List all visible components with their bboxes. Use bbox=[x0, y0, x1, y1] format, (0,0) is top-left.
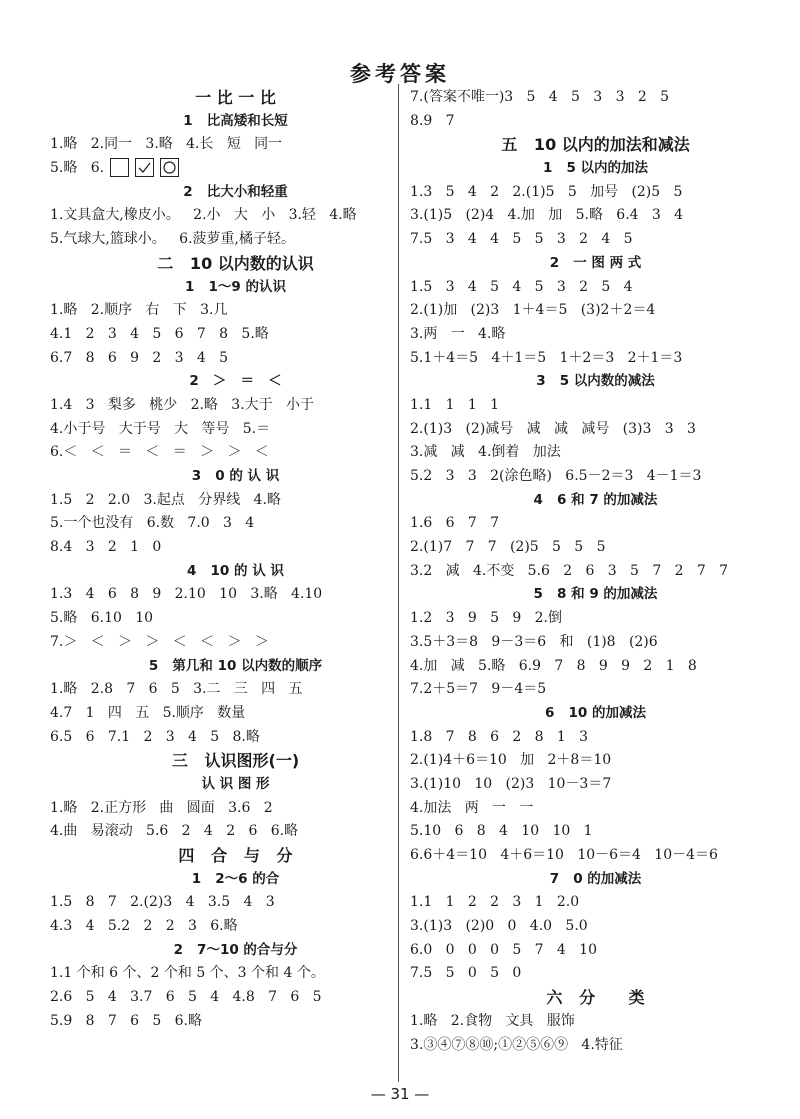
answer-line-text: 2.(1)7 7 7 (2)5 5 5 5 bbox=[410, 539, 606, 556]
answer-line-text: 7.＞ ＜ ＞ ＞ ＜ ＜ ＞ ＞ bbox=[50, 633, 269, 650]
answer-line bbox=[48, 394, 423, 418]
answer-line-text: 3.减 减 4.倒着 加法 bbox=[410, 444, 561, 461]
answer-line-text: 6.5 6 7.1 2 3 4 5 8.略 bbox=[50, 728, 260, 745]
answer-line bbox=[48, 797, 423, 821]
section-heading bbox=[48, 370, 423, 394]
answer-line-text: 1.4 3 梨多 桃少 2.略 3.大于 小于 bbox=[50, 396, 314, 413]
answer-line-text: 1.文具盒大,橡皮小。 2.小 大 小 3.轻 4.略 bbox=[50, 207, 357, 224]
chapter-heading bbox=[48, 86, 423, 110]
chapter-heading bbox=[48, 844, 423, 868]
answer-line-text: 4.曲 易滚动 5.6 2 4 2 6 6.略 bbox=[50, 823, 299, 840]
circle-box-icon bbox=[160, 158, 179, 177]
answer-line bbox=[48, 157, 423, 181]
answer-line-text: 1.5 2 2.0 3.起点 分界线 4.略 bbox=[50, 491, 281, 508]
answer-line-text: 5.一个也没有 6.数 7.0 3 4 bbox=[50, 515, 255, 532]
section-heading bbox=[48, 939, 423, 963]
section-heading-text: 2 比大小和轻重 bbox=[183, 183, 288, 200]
answer-line-text: 5.气球大,篮球小。 6.菠萝重,橘子轻。 bbox=[50, 231, 295, 248]
answer-line bbox=[408, 512, 783, 536]
answer-line-text: 3.2 减 4.不变 5.6 2 6 3 5 7 2 7 7 bbox=[410, 562, 729, 579]
answer-line-text: 7.(答案不唯一)3 5 4 5 3 3 2 5 bbox=[410, 89, 669, 105]
answer-line-text: 2.(1)加 (2)3 1＋4＝5 (3)2＋2＝4 bbox=[410, 302, 656, 319]
answer-line bbox=[408, 204, 783, 228]
answer-line-text: 3.(1)5 (2)4 4.加 加 5.略 6.4 3 4 bbox=[410, 207, 684, 224]
section-heading-text: 3 0 的 认 识 bbox=[191, 468, 280, 484]
answer-line bbox=[408, 678, 783, 702]
answer-line-text: 4.3 4 5.2 2 2 3 6.略 bbox=[50, 918, 238, 935]
answer-line bbox=[48, 489, 423, 513]
answer-line bbox=[408, 323, 783, 347]
answer-line-text: 8.4 3 2 1 0 bbox=[50, 539, 162, 556]
answer-line bbox=[408, 820, 783, 844]
chapter-heading bbox=[48, 252, 423, 276]
answer-line-text: 1.2 3 9 5 9 2.倒 bbox=[410, 610, 563, 627]
answer-line-text: 7.5 5 0 5 0 bbox=[410, 965, 522, 982]
chapter-heading-text: 五 10 以内的加法和减法 bbox=[501, 135, 690, 155]
answer-line-text: 4.1 2 3 4 5 6 7 8 5.略 bbox=[50, 325, 269, 342]
answer-line bbox=[408, 607, 783, 631]
chapter-heading bbox=[48, 749, 423, 773]
section-heading bbox=[408, 702, 783, 726]
answer-line bbox=[408, 181, 783, 205]
answer-line-text: 5.10 6 8 4 10 10 1 bbox=[410, 823, 593, 840]
answer-line-text: 4.加法 两 一 一 bbox=[410, 799, 534, 816]
section-heading-text: 3 5 以内数的减法 bbox=[536, 373, 655, 390]
section-heading bbox=[408, 157, 783, 181]
chapter-heading-text: 三 认识图形(一) bbox=[171, 751, 300, 771]
answer-line-text: 3.(1)10 10 (2)3 10－3＝7 bbox=[410, 775, 612, 792]
answer-line bbox=[48, 441, 423, 465]
section-heading-text: 认 识 图 形 bbox=[201, 775, 270, 792]
answer-line-text: 2.6 5 4 3.7 6 5 4 4.8 7 6 5 bbox=[50, 989, 322, 1006]
answer-line bbox=[408, 1034, 783, 1058]
answer-line bbox=[408, 939, 783, 963]
answer-line bbox=[408, 631, 783, 655]
answer-line-text: 1.8 7 8 6 2 8 1 3 bbox=[410, 728, 589, 745]
answer-line bbox=[408, 844, 783, 868]
answer-line bbox=[48, 702, 423, 726]
answer-line-text: 1.5 3 4 5 4 5 3 2 5 4 bbox=[410, 278, 633, 295]
answer-line-text: 1.3 5 4 2 2.(1)5 5 加号 (2)5 5 bbox=[410, 183, 683, 200]
answer-line bbox=[408, 110, 783, 134]
section-heading bbox=[48, 868, 423, 892]
section-heading-text: 7 0 的加减法 bbox=[549, 870, 642, 887]
answer-line bbox=[408, 962, 783, 986]
section-heading-text: 1 5 以内的加法 bbox=[542, 160, 649, 177]
section-heading bbox=[408, 583, 783, 607]
page-title: 参考答案 bbox=[350, 62, 450, 86]
answer-line bbox=[48, 631, 423, 655]
answer-line bbox=[48, 299, 423, 323]
section-heading bbox=[48, 181, 423, 205]
section-heading-text: 5 第几和 10 以内数的顺序 bbox=[148, 657, 323, 674]
answer-line bbox=[408, 655, 783, 679]
right-answer-column bbox=[408, 86, 783, 1057]
answer-line-text: 6.0 0 0 0 5 7 4 10 bbox=[410, 941, 597, 958]
answer-line-text: 6.6＋4＝10 4＋6＝10 10－6＝4 10－4＝6 bbox=[410, 847, 718, 863]
section-heading-text: 1 2～6 的合 bbox=[191, 870, 280, 887]
answer-line bbox=[48, 204, 423, 228]
answer-line-text: 3.③④⑦⑧⑩;①②⑤⑥⑨ 4.特征 bbox=[410, 1036, 623, 1053]
answer-line-text: 3.(1)3 (2)0 0 4.0 5.0 bbox=[410, 918, 588, 935]
answer-line bbox=[48, 962, 423, 986]
left-answer-column bbox=[48, 86, 423, 1034]
answer-line-text: 8.9 7 bbox=[410, 112, 455, 129]
section-heading-text: 2 一 图 两 式 bbox=[549, 254, 642, 271]
answer-line bbox=[48, 891, 423, 915]
answer-line bbox=[408, 536, 783, 560]
answer-line-text: 1.5 8 7 2.(2)3 4 3.5 4 3 bbox=[50, 894, 275, 911]
section-heading bbox=[408, 489, 783, 513]
answer-line bbox=[408, 299, 783, 323]
answer-line bbox=[408, 773, 783, 797]
chapter-heading bbox=[408, 133, 783, 157]
answer-line-text: 1.1 1 2 2 3 1 2.0 bbox=[410, 894, 580, 911]
chapter-heading-text: 四 合 与 分 bbox=[178, 846, 293, 865]
answer-line bbox=[48, 512, 423, 536]
answer-line-text: 1.略 2.食物 文具 服饰 bbox=[410, 1012, 575, 1029]
answer-line bbox=[48, 536, 423, 560]
answer-line bbox=[48, 607, 423, 631]
answer-line bbox=[408, 891, 783, 915]
answer-line bbox=[408, 749, 783, 773]
answer-line bbox=[48, 323, 423, 347]
answer-line-text: 5.略 6.10 10 bbox=[50, 610, 154, 627]
answer-line bbox=[48, 1010, 423, 1034]
answer-line bbox=[408, 465, 783, 489]
answer-line bbox=[408, 228, 783, 252]
answer-line bbox=[408, 86, 783, 110]
chapter-heading-text: 六 分 类 bbox=[546, 988, 645, 1008]
section-heading-text: 1 1～9 的认识 bbox=[185, 278, 286, 295]
answer-line-text: 6.＜ ＜ ＝ ＜ ＝ ＞ ＞ ＜ bbox=[50, 444, 269, 461]
answer-line-text: 5.1＋4＝5 4＋1＝5 1＋2＝3 2＋1＝3 bbox=[410, 349, 683, 366]
answer-line-text: 1.略 2.正方形 曲 圆面 3.6 2 bbox=[50, 799, 273, 816]
answer-line bbox=[48, 820, 423, 844]
answer-line bbox=[408, 797, 783, 821]
section-heading bbox=[408, 868, 783, 892]
answer-line-text: 1.略 2.8 7 6 5 3.二 三 四 五 bbox=[50, 681, 303, 698]
answer-line-text: 6.7 8 6 9 2 3 4 5 bbox=[50, 349, 229, 366]
page-number: — 31 — bbox=[370, 1085, 430, 1103]
chapter-heading-text: 一 比 一 比 bbox=[195, 88, 276, 107]
section-heading-text: 1 比高矮和长短 bbox=[183, 112, 288, 129]
column-divider bbox=[398, 84, 399, 1082]
check-box-icon bbox=[135, 158, 154, 177]
answer-line-text: 1.1 个和 6 个、2 个和 5 个、3 个和 4 个。 bbox=[50, 965, 325, 982]
answer-line-text: 1.3 4 6 8 9 2.10 10 3.略 4.10 bbox=[50, 586, 323, 603]
answer-line bbox=[408, 915, 783, 939]
answer-line-text: 5.2 3 3 2(涂色略) 6.5－2＝3 4－1＝3 bbox=[410, 468, 702, 484]
answer-line bbox=[408, 441, 783, 465]
answer-line-text: 5.9 8 7 6 5 6.略 bbox=[50, 1012, 203, 1029]
answer-line bbox=[48, 915, 423, 939]
answer-line bbox=[48, 347, 423, 371]
answer-line bbox=[48, 418, 423, 442]
section-heading bbox=[48, 465, 423, 489]
answer-line-text: 3.两 一 4.略 bbox=[410, 325, 506, 342]
empty-box-icon bbox=[110, 158, 129, 177]
answer-line bbox=[48, 986, 423, 1010]
answer-line-text: 2.(1)3 (2)减号 减 减 减号 (3)3 3 3 bbox=[410, 420, 696, 437]
section-heading-text: 5 8 和 9 的加减法 bbox=[533, 586, 658, 603]
section-heading-text: 2 7～10 的合与分 bbox=[173, 941, 298, 958]
answer-line-text: 4.小于号 大于号 大 等号 5.＝ bbox=[50, 420, 271, 437]
answer-line-text: 3.5＋3＝8 9－3＝6 和 (1)8 (2)6 bbox=[410, 633, 658, 650]
answer-line-text: 4.加 减 5.略 6.9 7 8 9 9 2 1 8 bbox=[410, 657, 697, 674]
answer-line bbox=[408, 726, 783, 750]
answer-line bbox=[408, 1010, 783, 1034]
answer-line-text: 1.6 6 7 7 bbox=[410, 515, 500, 532]
section-heading-text: 4 10 的 认 识 bbox=[187, 562, 284, 579]
answer-line-text: 1.1 1 1 1 bbox=[410, 396, 500, 413]
answer-line-text: 2.(1)4＋6＝10 加 2＋8＝10 bbox=[410, 752, 612, 769]
section-heading-text: 4 6 和 7 的加减法 bbox=[533, 491, 658, 508]
section-heading bbox=[48, 276, 423, 300]
answer-line-text: 4.7 1 四 五 5.顺序 数量 bbox=[50, 704, 246, 721]
answer-line-text: 7.2＋5＝7 9－4＝5 bbox=[410, 681, 547, 698]
answer-line bbox=[48, 678, 423, 702]
answer-line bbox=[48, 228, 423, 252]
section-heading bbox=[48, 110, 423, 134]
answer-line-text: 1.略 2.顺序 右 下 3.几 bbox=[50, 302, 228, 319]
answer-line bbox=[408, 347, 783, 371]
section-heading-text: 6 10 的加减法 bbox=[545, 704, 646, 721]
section-heading bbox=[48, 560, 423, 584]
answer-line bbox=[48, 583, 423, 607]
section-heading bbox=[48, 773, 423, 797]
section-heading bbox=[408, 252, 783, 276]
chapter-heading-text: 二 10 以内数的认识 bbox=[157, 253, 314, 273]
section-heading-text: 2 ＞ ＝ ＜ bbox=[189, 373, 282, 390]
answer-line bbox=[408, 276, 783, 300]
answer-line bbox=[408, 418, 783, 442]
answer-line bbox=[408, 560, 783, 584]
section-heading bbox=[48, 655, 423, 679]
answer-line bbox=[408, 394, 783, 418]
answer-line bbox=[48, 133, 423, 157]
chapter-heading bbox=[408, 986, 783, 1010]
section-heading bbox=[408, 370, 783, 394]
answer-line bbox=[48, 726, 423, 750]
answer-line-text: 7.5 3 4 4 5 5 3 2 4 5 bbox=[410, 231, 633, 248]
answer-line-text: 1.略 2.同一 3.略 4.长 短 同一 bbox=[50, 136, 283, 153]
answer-line-text: 5.略 6. bbox=[50, 160, 105, 177]
